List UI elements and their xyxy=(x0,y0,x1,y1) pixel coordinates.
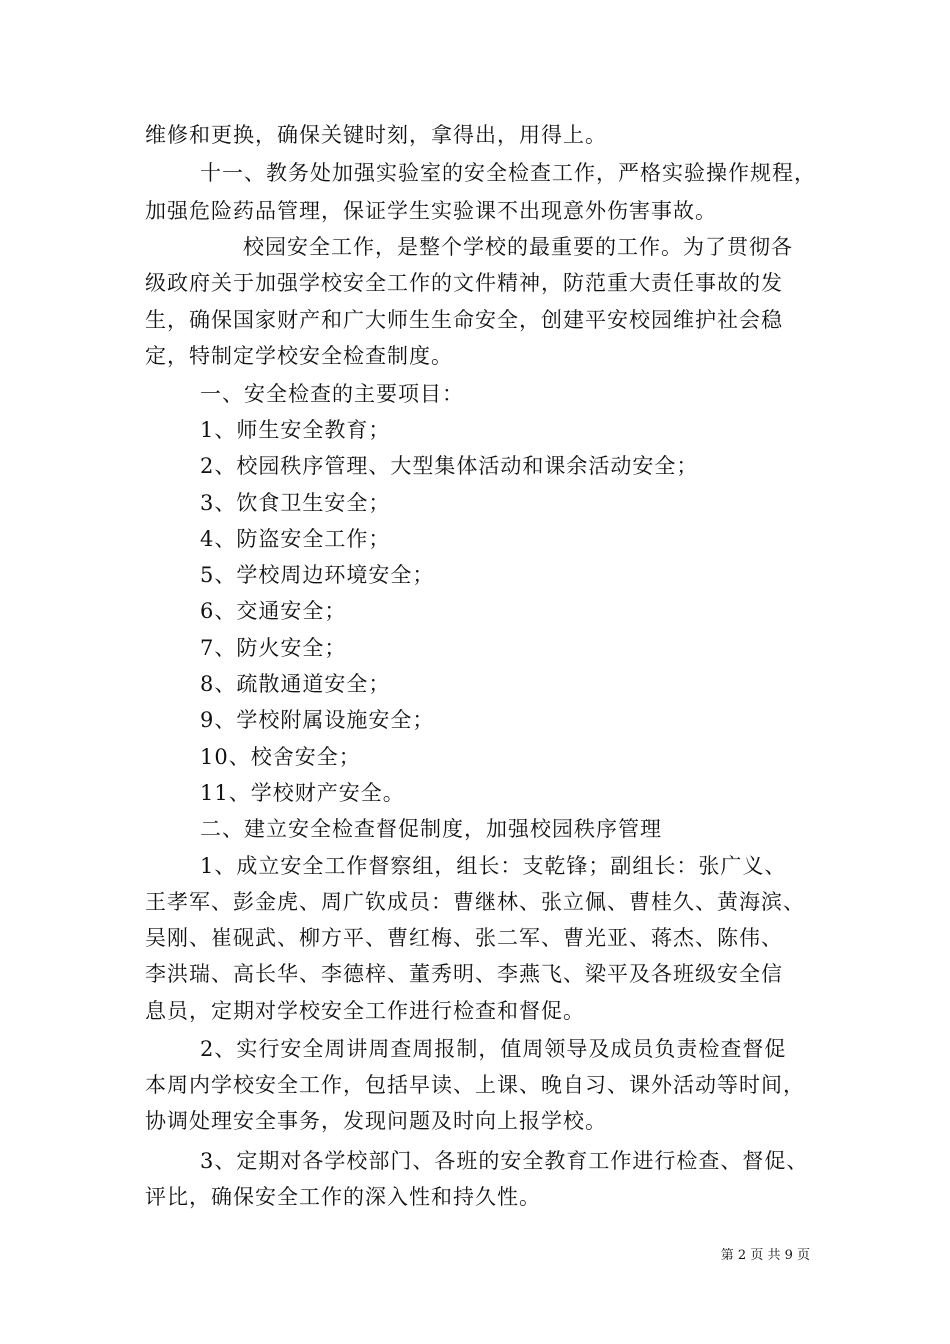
list-item: 11、学校财产安全。 xyxy=(200,781,405,805)
list-item: 8、疏散通道安全； xyxy=(200,672,391,696)
list-item: 6、交通安全； xyxy=(200,599,347,623)
list-item: 10、校舍安全； xyxy=(200,745,361,769)
text-line: 吴刚、崔砚武、柳方平、曹红梅、张二军、曹光亚、蒋杰、陈伟、 xyxy=(145,926,783,950)
text-line: 评比，确保安全工作的深入性和持久性。 xyxy=(145,1185,541,1209)
text-line: 1、成立安全工作督察组，组长：支乾锋；副组长：张广义、 xyxy=(200,854,787,878)
text-line: 加强危险药品管理，保证学生实验课不出现意外伤害事故。 xyxy=(145,199,717,223)
text-line: 3、定期对各学校部门、各班的安全教育工作进行检查、督促、 xyxy=(200,1149,809,1173)
text-line: 息员，定期对学校安全工作进行检查和督促。 xyxy=(145,999,585,1023)
text-line: 本周内学校安全工作，包括早读、上课、晚自习、课外活动等时间， xyxy=(145,1073,805,1097)
list-item: 1、师生安全教育； xyxy=(200,418,391,442)
list-item: 2、校园秩序管理、大型集体活动和课余活动安全； xyxy=(200,454,699,478)
section-heading: 一、安全检查的主要项目： xyxy=(200,382,464,406)
page-number-footer: 第 2 页 共 9 页 xyxy=(720,1248,810,1263)
list-item: 3、饮食卫生安全； xyxy=(200,491,391,515)
text-line: 王孝军、彭金虎、周广钦成员：曹继林、张立佩、曹桂久、黄海滨、 xyxy=(145,890,805,914)
text-line: 十一、教务处加强实验室的安全检查工作，严格实验操作规程， xyxy=(200,161,816,185)
list-item: 4、防盗安全工作； xyxy=(200,527,391,551)
text-line: 李洪瑞、高长华、李德梓、董秀明、李燕飞、梁平及各班级安全信 xyxy=(145,962,783,986)
text-line: 2、实行安全周讲周查周报制，值周领导及成员负责检查督促 xyxy=(200,1037,787,1061)
list-item: 9、学校附属设施安全； xyxy=(200,708,435,732)
text-line: 生，确保国家财产和广大师生生命安全，创建平安校园维护社会稳 xyxy=(145,308,783,332)
list-item: 5、学校周边环境安全； xyxy=(200,563,435,587)
text-line: 协调处理安全事务，发现问题及时向上报学校。 xyxy=(145,1109,607,1133)
section-heading: 二、建立安全检查督促制度，加强校园秩序管理 xyxy=(200,817,662,841)
text-line: 级政府关于加强学校安全工作的文件精神，防范重大责任事故的发 xyxy=(145,271,783,295)
list-item: 7、防火安全； xyxy=(200,636,347,660)
text-line: 校园安全工作，是整个学校的最重要的工作。为了贯彻各 xyxy=(243,235,793,259)
text-line: 维修和更换，确保关键时刻，拿得出，用得上。 xyxy=(145,123,607,147)
text-line: 定，特制定学校安全检查制度。 xyxy=(145,344,453,368)
